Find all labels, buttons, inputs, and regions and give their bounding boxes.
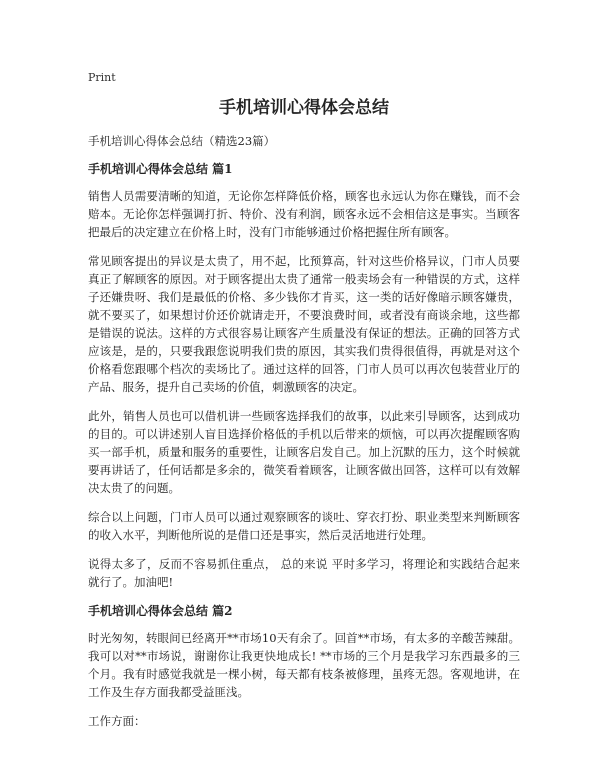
- document-subtitle: 手机培训心得体会总结（精选23篇）: [88, 134, 276, 148]
- section-heading: 手机培训心得体会总结 篇1: [88, 162, 233, 176]
- paragraph: 时光匆匆，转眼间已经离开**市场10天有余了。回首**市场，有太多的辛酸苦辣甜。我可以对**市场说，谢谢你让我更快地成长! **市场的三个月是我学习东西最多的三个月。我有时感觉我就是一棵小树，每天都有枝条被修理，虽疼无怨。客观地讲，在工作及生存方面我都受益匪浅。: [88, 631, 520, 699]
- paragraph: 此外，销售人员也可以借机讲一些顾客选择我们的故事，以此来引导顾客，达到成功的目的。可以讲述别人盲目选择价格低的手机以后带来的烦恼，可以再次提醒顾客购买一部手机，质量和服务的重要性，让顾客启发自己。加上沉默的压力，这个时候就要再讲话了，任何话都是多余的，微笑看着顾客，让顾客做出回答，这样可以有效解决太贵了的问题。: [88, 409, 520, 495]
- paragraph: 工作方面：: [88, 714, 146, 728]
- section-1: [88, 160, 520, 591]
- print-link[interactable]: Print: [88, 71, 116, 84]
- document-body: [88, 96, 520, 741]
- paragraph: 综合以上问题，门市人员可以通过观察顾客的谈吐、穿衣打扮、职业类型来判断顾客的收入水平，判断他所说的是借口还是事实，然后灵活地进行处理。: [88, 510, 520, 542]
- section-2: [88, 602, 520, 730]
- paragraph: 说得太多了，反而不容易抓住重点， 总的来说 平时多学习，将理论和实践结合起来就行了。加油吧!: [88, 557, 520, 589]
- section-heading: 手机培训心得体会总结 篇2: [88, 604, 233, 618]
- page-title: 手机培训心得体会总结: [219, 98, 389, 118]
- paragraph: 销售人员需要清晰的知道，无论你怎样降低价格，顾客也永远认为你在赚钱，而不会赔本。无论你怎样强调打折、特价、没有利润，顾客永远不会相信这是事实。当顾客把最后的决定建立在价格上时，没有门市能够通过价格把握住所有顾客。: [88, 189, 520, 239]
- paragraph: 常见顾客提出的异议是太贵了，用不起，比预算高，针对这些价格异议，门市人员要真正了解顾客的原因。对于顾客提出太贵了通常一般卖场会有一种错误的方式，这样子还嫌贵呀、我们是最低的价格、多少钱你才肯买，这一类的话好像暗示顾客嫌贵，就不要买了，如果想讨价还价就请走开，不要浪费时间，或者没有商谈余地，这些都是错误的说法。这样的方式很容易让顾客产生质量没有保证的想法。正确的回答方式应该是，是的，只要我跟您说明我们贵的原因，其实我们贵得很值得，再就是对这个价格看您跟哪个档次的卖场比了。通过这样的回答，门市人员可以再次包装营业厅的产品、服务，提升自己卖场的价值，刺激顾客的决定。: [88, 254, 520, 394]
